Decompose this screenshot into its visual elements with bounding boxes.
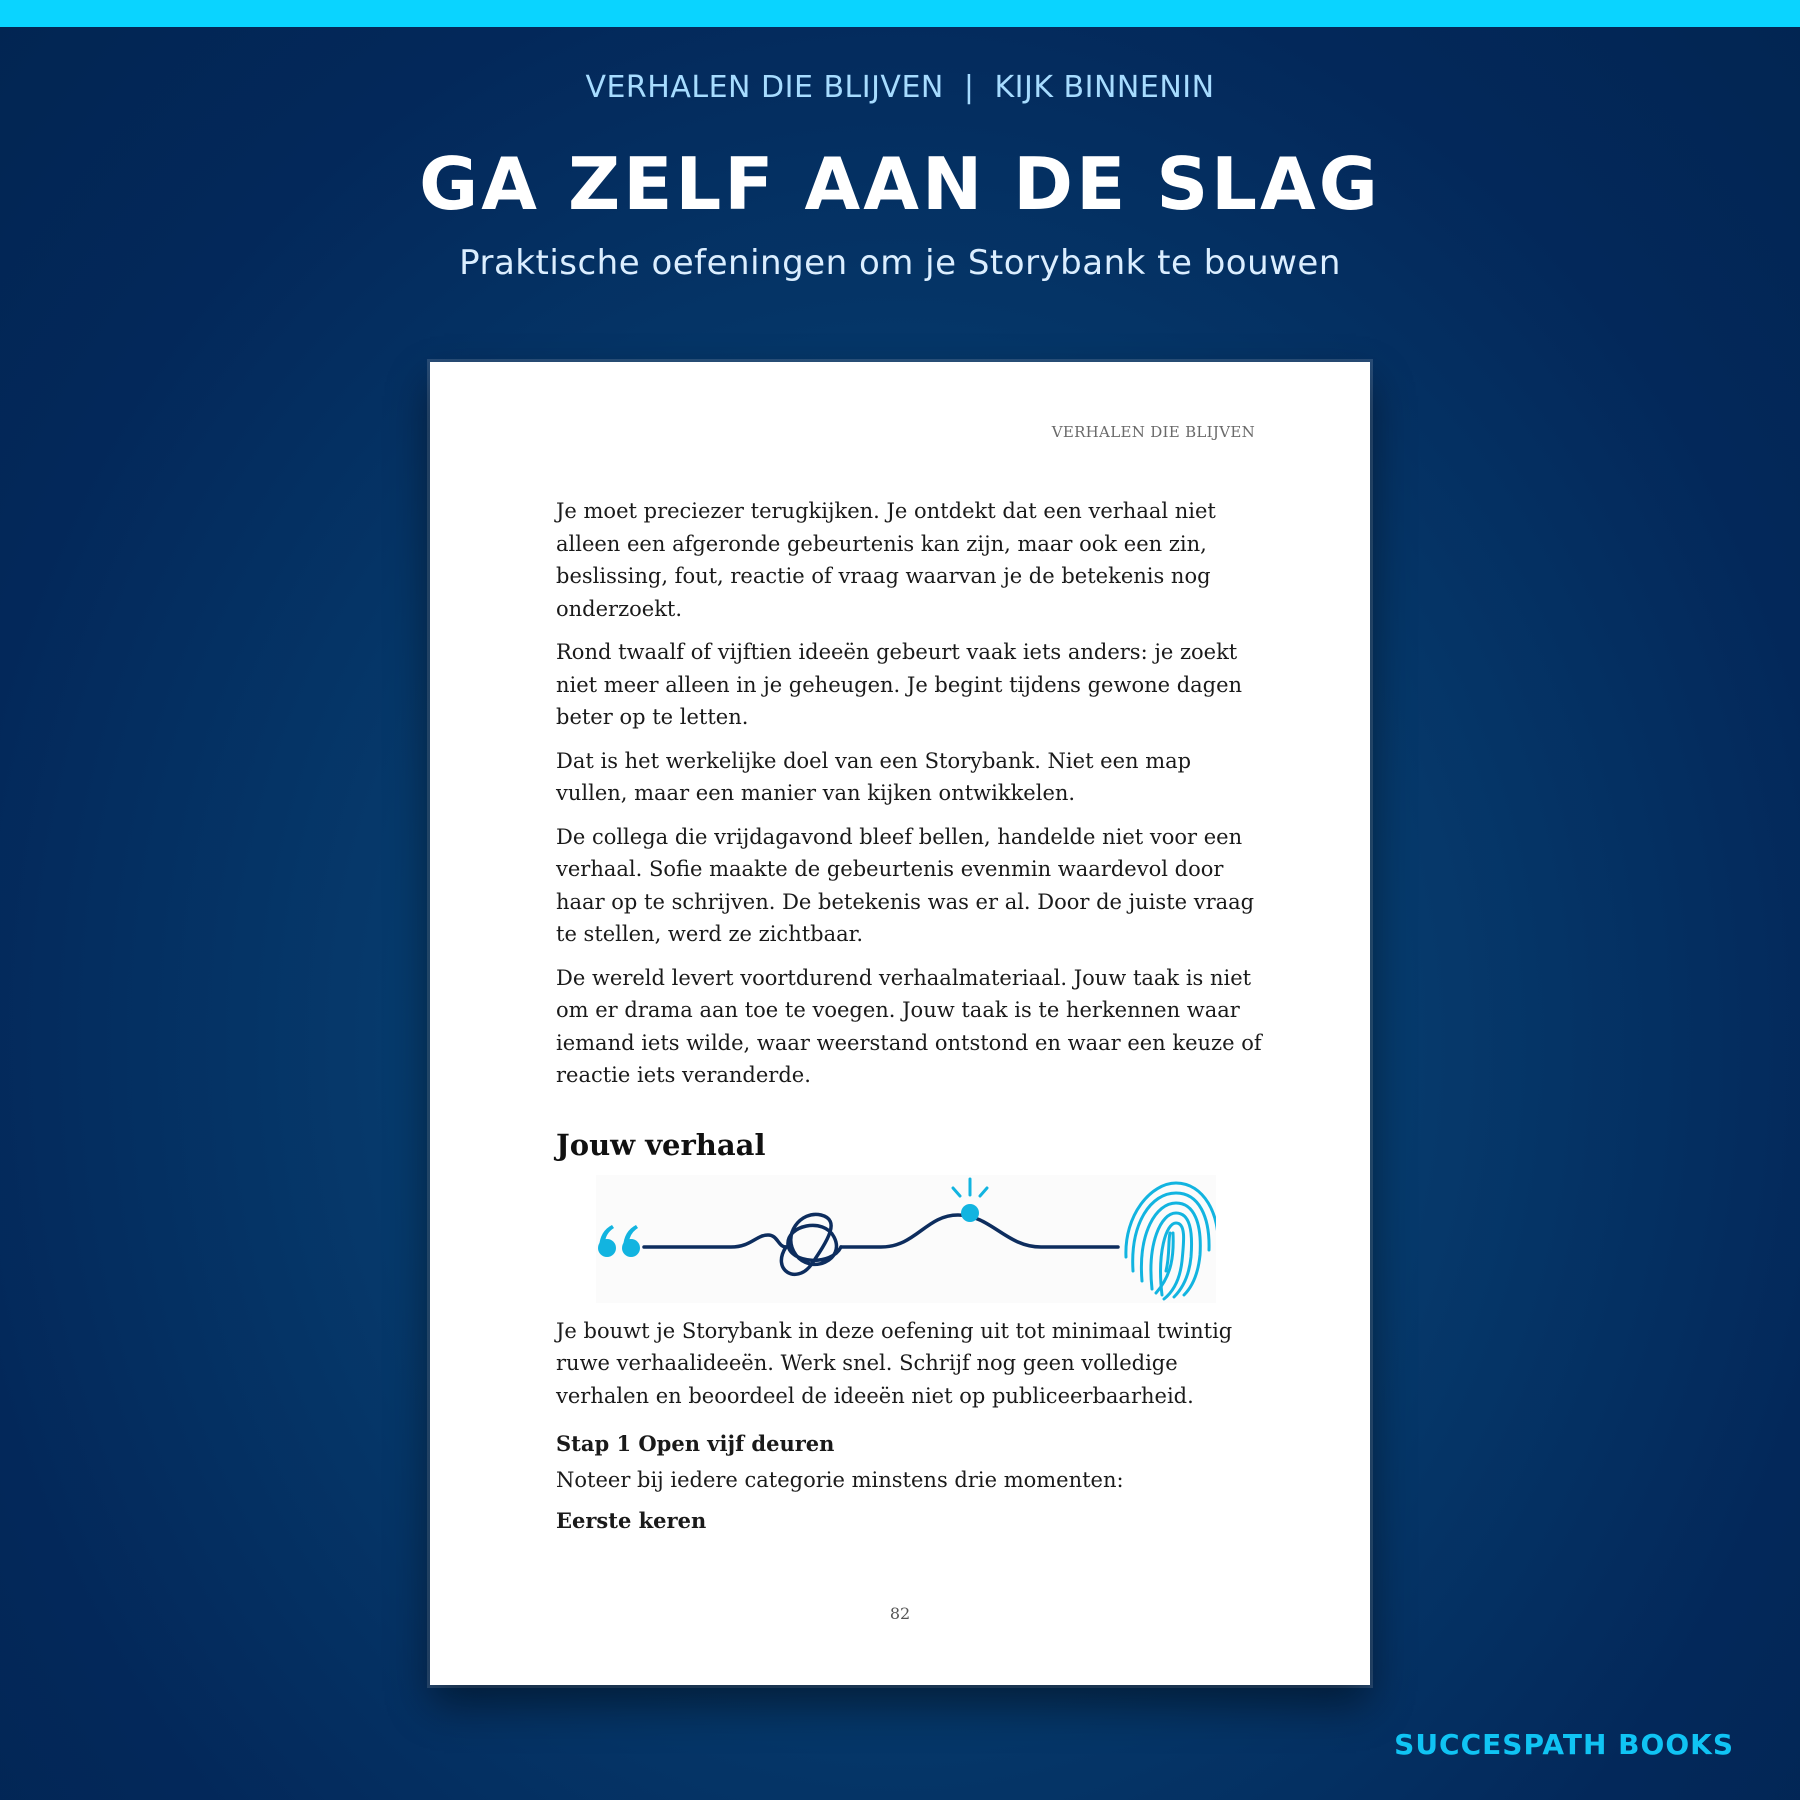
body-paragraph: De collega die vrijdagavond bleef bellen, handelde niet voor een verhaal. Sofie maakte de gebeurtenis evenmin waardevol door haar op te schrijven. De betekenis was er al. Door de juiste vraag te stellen, werd ze zichtbaar. (556, 824, 1255, 946)
body-paragraph: Rond twaalf of vijftien ideeën gebeurt vaak iets anders: je zoekt niet meer alleen in je geheugen. Je begint tijdens gewone dagen beter op te letten. (556, 640, 1243, 729)
body-paragraph: Je moet preciezer terugkijken. Je ontdekt dat een verhaal niet alleen een afgeronde gebeurtenis kan zijn, maar ook een zin, beslissing, fout, reactie of vraag waarvan je de betekenis nog onderzoekt. (556, 499, 1216, 621)
running-head: VERHALEN DIE BLIJVEN (1051, 423, 1255, 441)
story-journey-illustration (596, 1175, 1216, 1303)
banner-title: GA ZELF AAN DE SLAG (419, 142, 1381, 226)
page-content (556, 495, 1266, 1537)
fingerprint-icon (1126, 1183, 1216, 1299)
step-heading: Stap 1 Open vijf deuren (556, 1431, 835, 1456)
category-subheading: Eerste keren (556, 1507, 707, 1533)
top-accent-bar (0, 0, 1800, 27)
book-page (430, 362, 1370, 1685)
publisher-brand: SUCCESPATH BOOKS (1394, 1728, 1734, 1761)
banner-kicker (0, 70, 1800, 105)
tangled-knot-icon (781, 1214, 841, 1274)
kicker-series-title: VERHALEN DIE BLIJVEN (585, 70, 944, 105)
exercise-intro: Je bouwt je Storybank in deze oefening uit tot minimaal twintig ruwe verhaalideeën. Werk snel. Schrijf nog geen volledige verhalen en beoordeel de ideeën niet op publiceerbaarheid. (556, 1318, 1233, 1408)
journey-line (644, 1215, 1118, 1247)
section-heading: Jouw verhaal (556, 1127, 766, 1162)
kicker-separator: | (963, 70, 975, 105)
quote-mark-icon (598, 1225, 640, 1257)
body-paragraph: Dat is het werkelijke doel van een Storybank. Niet een map vullen, maar een manier van kijken ontwikkelen. (556, 748, 1192, 805)
page-number: 82 (889, 1604, 911, 1623)
step-body: Noteer bij iedere categorie minstens drie momenten: (556, 1468, 1124, 1492)
kicker-peek-inside: KIJK BINNENIN (994, 70, 1215, 105)
banner-subtitle: Praktische oefeningen om je Storybank te bouwen (459, 243, 1341, 283)
body-paragraph: De wereld levert voortdurend verhaalmateriaal. Jouw taak is niet om er drama aan toe te voegen. Jouw taak is te herkennen waar iemand iets wilde, waar weerstand ontstond en waar een keuze of reactie iets veranderde. (556, 965, 1262, 1087)
